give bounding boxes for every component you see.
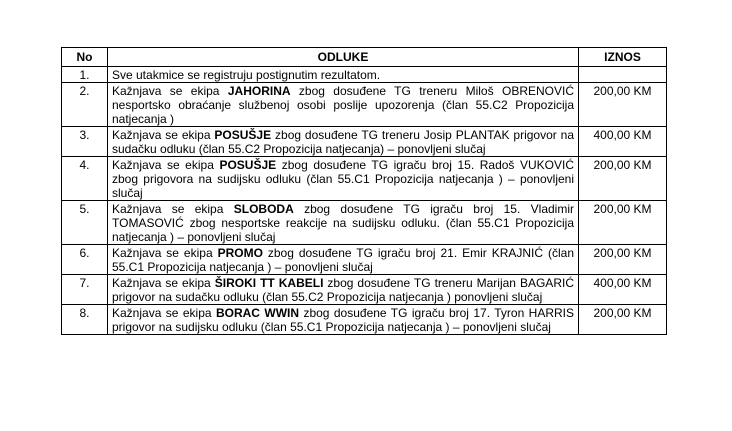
decision-text: Kažnjava se ekipa: [112, 246, 218, 260]
decision-text: Sve utakmice se registruju postignutim rezultatom.: [112, 68, 381, 82]
table-row: [62, 157, 667, 201]
row-amount: 200,00 KM: [579, 201, 667, 245]
decision-text: Kažnjava se ekipa: [112, 306, 216, 320]
team-name: SLOBODA: [233, 202, 294, 216]
table-row: [62, 245, 667, 275]
row-number: 3.: [62, 127, 108, 157]
row-number: 2.: [62, 83, 108, 127]
decision-text: Kažnjava se ekipa: [112, 276, 215, 290]
decision-text: Kažnjava se ekipa: [112, 158, 220, 172]
row-number: 1.: [62, 67, 108, 83]
row-number: 6.: [62, 245, 108, 275]
header-amount: IZNOS: [579, 48, 667, 67]
row-amount: 200,00 KM: [579, 305, 667, 335]
row-decision: [108, 275, 579, 305]
table-row: [62, 201, 667, 245]
header-decisions: ODLUKE: [108, 48, 579, 67]
row-amount: 200,00 KM: [579, 83, 667, 127]
decision-text: zbog dosuđene TG treneru Miloš OBRENOVIĆ nesportsko obraćanje službenoj osobi poslije upozorenja (član 55.C2 Propozicija natjecanja ): [112, 84, 574, 126]
row-amount: 400,00 KM: [579, 127, 667, 157]
team-name: POSUŠJE: [219, 158, 277, 172]
row-decision: [108, 305, 579, 335]
decision-text: zbog dosuđene TG igraču broj 15. Vladimir TOMASOVIĆ zbog nesportske reakcije na sudijsku odluku. (član 55.C1 Propozicija natjecanja ) – ponovljeni slučaj: [112, 202, 574, 244]
row-decision: [108, 67, 579, 83]
row-number: 8.: [62, 305, 108, 335]
decision-text: zbog dosuđene TG treneru Marijan BAGARIĆ prigovor na sudačku odluku (član 55.C2 Propozicija natjecanja ) ponovljeni slučaj: [112, 276, 574, 304]
row-amount: 200,00 KM: [579, 157, 667, 201]
team-name: JAHORINA: [227, 84, 291, 98]
row-decision: [108, 83, 579, 127]
row-number: 4.: [62, 157, 108, 201]
table-row: [62, 305, 667, 335]
row-number: 5.: [62, 201, 108, 245]
row-amount: 400,00 KM: [579, 275, 667, 305]
row-decision: [108, 201, 579, 245]
table-row: [62, 275, 667, 305]
team-name: ŠIROKI TT KABELI: [214, 276, 324, 290]
table-row: [62, 127, 667, 157]
row-amount: [579, 67, 667, 83]
header-no: No: [62, 48, 108, 67]
row-decision: [108, 157, 579, 201]
row-amount: 200,00 KM: [579, 245, 667, 275]
decision-text: zbog dosuđene TG igraču broj 15. Radoš VUKOVIĆ zbog prigovora na sudijsku odluku (član 55.C1 Propozicija natjecanja ) – ponovljeni slučaj: [112, 158, 574, 200]
decision-text: zbog dosuđene TG treneru Josip PLANTAK prigovor na sudačku odluku (član 55.C2 Propozicija natjecanja) – ponovljeni slučaj: [112, 128, 575, 156]
decision-text: Kažnjava se ekipa: [112, 202, 234, 216]
decision-text: zbog dosuđene TG igraču broj 17. Tyron HARRIS prigovor na sudijsku odluku (član 55.C1 Propozicija natjecanja ) – ponovljeni slučaj: [112, 306, 575, 334]
team-name: BORAC WWIN: [215, 306, 300, 320]
table-header-row: [62, 48, 667, 67]
row-number: 7.: [62, 275, 108, 305]
row-decision: [108, 127, 579, 157]
row-decision: [108, 245, 579, 275]
decision-text: zbog dosuđene TG igraču broj 21. Emir KRAJNIĆ (član 55.C1 Propozicija natjecanja ) – ponovljeni slučaj: [112, 246, 575, 274]
table-row: [62, 67, 667, 83]
team-name: POSUŠJE: [214, 128, 272, 142]
team-name: PROMO: [217, 246, 263, 260]
decision-text: Kažnjava se ekipa: [112, 128, 215, 142]
decision-text: Kažnjava se ekipa: [112, 84, 228, 98]
decisions-table: [61, 47, 667, 335]
table-row: [62, 83, 667, 127]
